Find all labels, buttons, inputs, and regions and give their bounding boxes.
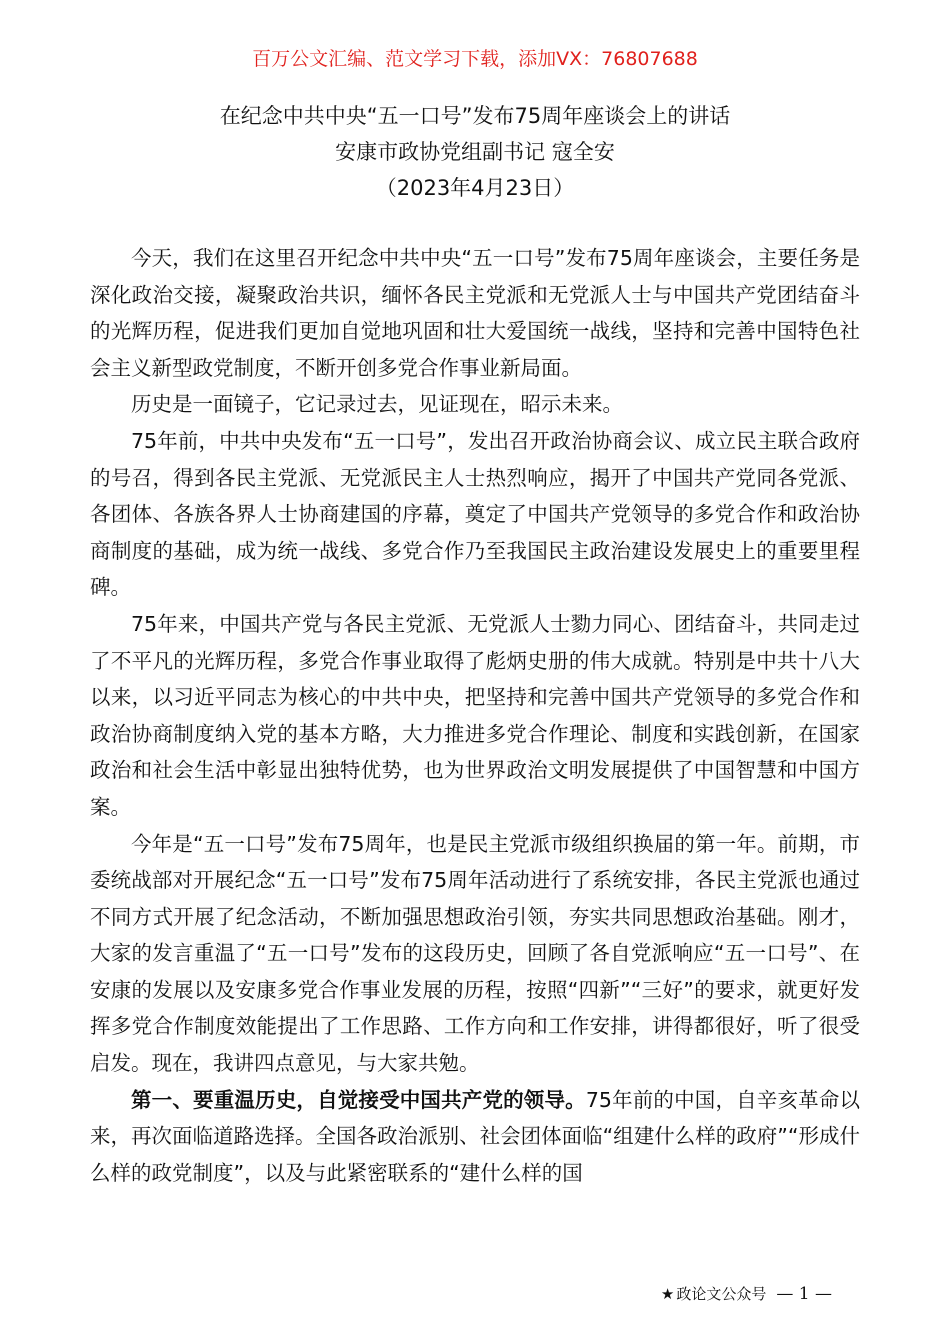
date-line: （2023年4月23日） xyxy=(375,176,575,200)
section-heading-1: 第一、要重温历史，自觉接受中国共产党的领导。 xyxy=(131,1087,586,1112)
paragraph-4: 75年来，中国共产党与各民主党派、无党派人士勠力同心、团结奋斗，共同走过了不平凡的光辉历程，多党合作事业取得了彪炳史册的伟大成就。特别是中共十八大以来，以习近平同志为核心的中共中央，把坚持和完善中国共产党领导的多党合作和政治协商制度纳入党的基本方略，大力推进多党合作理论、制度和实践创新，在国家政治和社会生活中彰显出独特优势，也为世界政治文明发展提供了中国智慧和中国方案。 xyxy=(90,611,860,819)
star-icon: ★ xyxy=(660,1285,675,1303)
page-footer xyxy=(661,1283,832,1305)
paragraph-5: 今年是“五一口号”发布75周年，也是民主党派市级组织换届的第一年。前期，市委统战部对开展纪念“五一口号”发布75周年活动进行了系统安排，各民主党派也通过不同方式开展了纪念活动，不断加强思想政治引领，夯实共同思想政治基础。刚才，大家的发言重温了“五一口号”发布的这段历史，回顾了各自党派响应“五一口号”、在安康的发展以及安康多党合作事业发展的历程，按照“四新”“三好”的要求，就更好发挥多党合作制度效能提出了工作思路、工作方向和工作安排，讲得都很好，听了很受启发。现在，我讲四点意见，与大家共勉。 xyxy=(90,831,860,1076)
paragraph-6 xyxy=(90,1082,860,1192)
paragraph-3: 75年前，中共中央发布“五一口号”，发出召开政治协商会议、成立民主联合政府的号召，得到各民主党派、无党派民主人士热烈响应，揭开了中国共产党同各党派、各团体、各族各界人士协商建国的序幕，奠定了中国共产党领导的多党合作和政治协商制度的基础，成为统一战线、多党合作乃至我国民主政治建设发展史上的重要里程碑。 xyxy=(90,428,860,600)
paragraph-2: 历史是一面镜子，它记录过去，见证现在，昭示未来。 xyxy=(131,392,623,417)
header-banner: 百万公文汇编、范文学习下载，添加VX：76807688 xyxy=(252,48,698,70)
title-block xyxy=(0,98,950,206)
paragraph-1: 今天，我们在这里召开纪念中共中央“五一口号”发布75周年座谈会，主要任务是深化政治交接，凝聚政治共识，缅怀各民主党派和无党派人士与中国共产党团结奋斗的光辉历程，促进我们更加自觉地巩固和壮大爱国统一战线，坚持和完善中国特色社会主义新型政党制度，不断开创多党合作事业新局面。 xyxy=(90,246,860,380)
page-number: — 1 — xyxy=(776,1284,832,1304)
page-title: 在纪念中共中央“五一口号”发布75周年座谈会上的讲话 xyxy=(219,104,731,128)
body-text xyxy=(90,240,860,1191)
author-line: 安康市政协党组副书记 寇全安 xyxy=(335,140,615,164)
footer-label: 政论文公众号 xyxy=(676,1285,767,1303)
paragraph-6-text: 75年前的中国，自辛亥革命以来，再次面临道路选择。全国各政治派别、社会团体面临“组建什么样的政府”“形成什么样的政党制度”，以及与此紧密联系的“建什么样的国 xyxy=(90,1087,860,1185)
